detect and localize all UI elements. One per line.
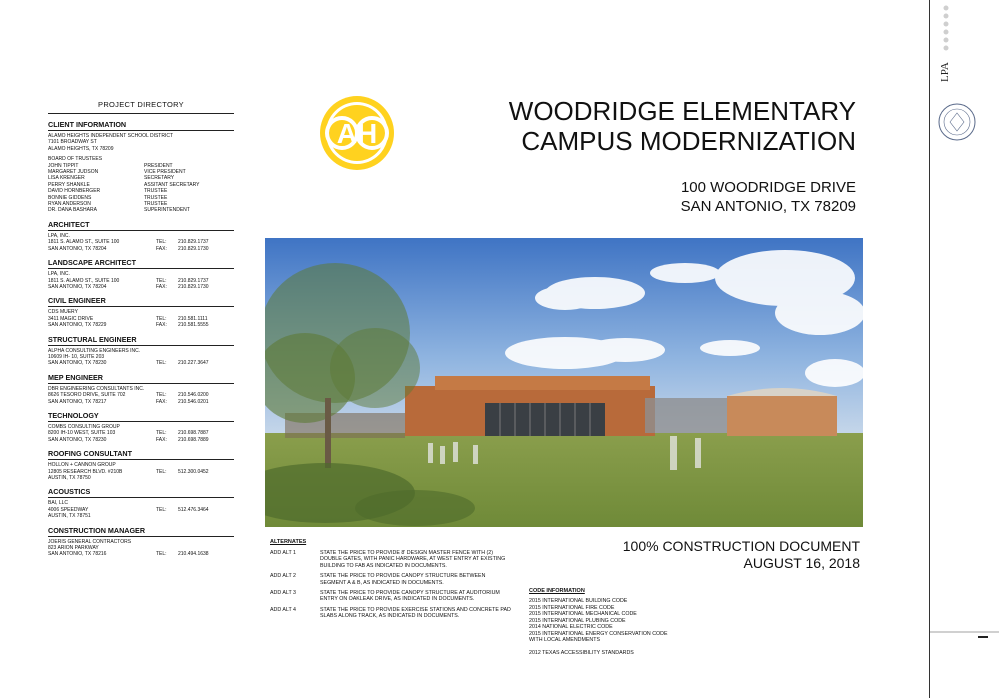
- contact-row: [48, 399, 234, 405]
- phone-number: 210.546.0200: [178, 392, 209, 399]
- contact-label: FAX:: [156, 245, 167, 252]
- code-item: WITH LOCAL AMENDMENTS: [529, 637, 601, 643]
- project-title: [430, 96, 856, 156]
- address-line: AUSTIN, TX 78750: [48, 475, 91, 481]
- address-line: 1811 S. ALAMO ST., SUITE 100: [48, 239, 120, 246]
- directory-section: [48, 296, 234, 328]
- contact-label: FAX:: [156, 283, 167, 290]
- seal-dots: [944, 6, 949, 51]
- phone-number: [178, 513, 234, 519]
- alternate-text: STATE THE PRICE TO PROVIDE EXERCISE STATIONS AND CONCRETE PAD SLABS ALONG TRACK, AS INDICATED IN DOCUMENTS.: [320, 606, 511, 620]
- section-heading: ACOUSTICS: [48, 487, 234, 498]
- phone-number: 210.829.1730: [178, 283, 209, 290]
- phone-number: 210.546.0201: [178, 398, 209, 405]
- contact-row: [48, 475, 234, 481]
- address-line: 1811 S. ALAMO ST., SUITE 100: [48, 277, 120, 284]
- trustee-row: [48, 207, 234, 213]
- trustee-role: SECRETARY: [144, 175, 175, 182]
- address-line: 12805 RESEARCH BLVD. #210B: [48, 468, 123, 475]
- address-line: 8200 IH-10 WEST, SUITE 103: [48, 430, 116, 437]
- trustee-name: BONNIE GIDDENS: [48, 194, 92, 201]
- document-date: AUGUST 16, 2018: [743, 555, 860, 571]
- code-information: [529, 588, 729, 656]
- phone-number: 210.829.1737: [178, 239, 209, 246]
- contact-row: [48, 513, 234, 519]
- section-heading: STRUCTURAL ENGINEER: [48, 335, 234, 346]
- code-item: 2015 INTERNATIONAL MECHANICAL CODE: [529, 611, 637, 617]
- alternate-id: ADD ALT 1: [270, 550, 297, 556]
- alternates-heading: ALTERNATES: [270, 539, 307, 545]
- address-line: 4006 SPEEDWAY: [48, 506, 89, 513]
- trustee-name: MARGARET JUDSON: [48, 169, 99, 176]
- phone-number: 512.300.0452: [178, 468, 209, 475]
- section-heading: CIVIL ENGINEER: [48, 296, 234, 307]
- address-line: 8626 TESORO DRIVE, SUITE 702: [48, 392, 126, 399]
- firm-name: BAI, LLC: [48, 500, 69, 507]
- client-information: [48, 120, 234, 214]
- address-line: 3411 MAGIC DRIVE: [48, 315, 94, 322]
- phone-number: 210.829.1730: [178, 245, 209, 252]
- firm-name: LPA, INC.: [48, 232, 70, 239]
- trustee-role: ASSITANT SECRETARY: [144, 181, 200, 188]
- trustee-role: VICE PRESIDENT: [144, 169, 186, 176]
- firm-name: LPA, INC.: [48, 271, 70, 278]
- directory-section: [48, 373, 234, 405]
- firm-name: ALPHA CONSULTING ENGINEERS INC.: [48, 347, 141, 354]
- contact-row: [48, 551, 234, 557]
- sheet-number-mark: [978, 636, 988, 638]
- directory-section: [48, 335, 234, 367]
- firm-name: JOERIS GENERAL CONTRACTORS: [48, 538, 132, 545]
- firm-logo-vertical: LPA: [939, 62, 951, 82]
- alternate-id: ADD ALT 2: [270, 573, 297, 580]
- trustee-role: SUPERINTENDENT: [144, 207, 190, 214]
- section-heading: ARCHITECT: [48, 220, 234, 231]
- trustee-name: DR. DANA BASHARA: [48, 207, 97, 214]
- directory-title: PROJECT DIRECTORY: [98, 100, 184, 109]
- firm-name: COMBS CONSULTING GROUP: [48, 423, 120, 430]
- phone-number: 210.581.5555: [178, 322, 209, 329]
- alternate-item: [270, 550, 520, 569]
- section-heading: CONSTRUCTION MANAGER: [48, 526, 234, 537]
- phone-number: 210.829.1737: [178, 277, 209, 284]
- contact-row: [48, 360, 234, 366]
- address-line: SAN ANTONIO, TX 78216: [48, 551, 107, 558]
- directory-section: [48, 220, 234, 252]
- section-heading: MEP ENGINEER: [48, 373, 234, 384]
- code-item: 2015 INTERNATIONAL PLUBING CODE: [529, 617, 626, 624]
- contact-label: [156, 513, 178, 519]
- alternate-item: [270, 590, 520, 603]
- code-item: 2014 NATIONAL ELECTRIC CODE: [529, 624, 613, 630]
- trustee-role: TRUSTEE: [144, 194, 168, 201]
- title-block: [930, 0, 999, 698]
- phone-number: 210.227.3647: [178, 360, 209, 367]
- firm-name: HOLLON + CANNON GROUP: [48, 462, 116, 469]
- campus-rendering-image: [265, 238, 863, 527]
- code-item: 2015 INTERNATIONAL ENERGY CONSERVATION CODE: [529, 630, 668, 637]
- contact-label: FAX:: [156, 398, 167, 405]
- alternate-id: ADD ALT 4: [270, 606, 297, 613]
- address-line: SAN ANTONIO, TX 78229: [48, 322, 107, 329]
- alternate-text: STATE THE PRICE TO PROVIDE CANOPY STRUCTURE BETWEEN SEGMENT A & B, AS INDICATED IN DOCUMENTS.: [320, 573, 486, 586]
- address-line: 10609 IH- 10, SUITE 203: [48, 353, 105, 360]
- phone-number: 210.494.1638: [178, 551, 209, 558]
- project-address: [560, 178, 856, 216]
- address-line-1: 100 WOODRIDGE DRIVE: [680, 179, 856, 196]
- contact-label: [156, 475, 178, 481]
- code-item: 2012 TEXAS ACCESSIBILITY STANDARDS: [529, 649, 634, 656]
- trustee-role: TRUSTEE: [144, 188, 168, 195]
- contact-row: [48, 284, 234, 290]
- phone-number: 210.581.1111: [178, 315, 208, 322]
- alternate-id: ADD ALT 3: [270, 590, 297, 597]
- trustee-role: TRUSTEE: [144, 201, 168, 208]
- contact-label: TEL:: [156, 239, 167, 246]
- trustee-name: LISA KRENGER: [48, 175, 85, 182]
- firm-name: CDS MUERY: [48, 309, 78, 316]
- contact-label: TEL:: [156, 468, 167, 475]
- directory-section: [48, 258, 234, 290]
- contact-label: FAX:: [156, 322, 167, 329]
- code-heading: CODE INFORMATION: [529, 588, 585, 594]
- trustee-name: DAVID HORNBERGER: [48, 188, 101, 195]
- contact-label: TEL:: [156, 277, 167, 284]
- document-status: [560, 538, 860, 572]
- contact-row: [48, 246, 234, 252]
- district-logo: [312, 88, 402, 178]
- firm-name: DBR ENGINEERING CONSULTANTS INC.: [48, 385, 145, 392]
- address-line: SAN ANTONIO, TX 78217: [48, 398, 107, 405]
- trustee-name: RYAN ANDERSON: [48, 201, 91, 208]
- section-heading: TECHNOLOGY: [48, 411, 234, 422]
- contact-label: TEL:: [156, 392, 167, 399]
- directory-section: [48, 487, 234, 519]
- architect-seal: [939, 104, 975, 140]
- project-directory: [48, 100, 234, 564]
- address-line: SAN ANTONIO, TX 78204: [48, 245, 107, 252]
- contact-label: TEL:: [156, 430, 167, 437]
- address-line: 823 ARION PARKWAY: [48, 545, 99, 552]
- code-item: 2015 INTERNATIONAL BUILDING CODE: [529, 598, 628, 604]
- alternates-section: [270, 539, 520, 620]
- contact-label: TEL:: [156, 551, 167, 558]
- address-line: SAN ANTONIO, TX 78230: [48, 436, 107, 443]
- logo-monogram: AH: [336, 118, 378, 149]
- section-heading: CLIENT INFORMATION: [48, 120, 234, 131]
- contact-label: TEL:: [156, 315, 167, 322]
- contact-row: [48, 437, 234, 443]
- phone-number: 210.698.7889: [178, 436, 209, 443]
- phone-number: [178, 475, 234, 481]
- document-type: 100% CONSTRUCTION DOCUMENT: [622, 538, 860, 554]
- alternate-text: STATE THE PRICE TO PROVIDE CANOPY STRUCTURE AT AUDITORIUM ENTRY ON OAKLEAK DRIVE, AS INDICATED IN DOCUMENTS.: [320, 590, 500, 603]
- address-line: SAN ANTONIO, TX 78230: [48, 360, 107, 367]
- title-line-1: WOODRIDGE ELEMENTARY: [508, 96, 856, 126]
- trustee-name: PERRY SHANKLE: [48, 181, 90, 188]
- phone-number: 512.476.3464: [178, 506, 209, 513]
- title-line-2: CAMPUS MODERNIZATION: [521, 126, 856, 156]
- phone-number: 210.698.7887: [178, 430, 209, 437]
- address-line: SAN ANTONIO, TX 78204: [48, 283, 107, 290]
- contact-label: TEL:: [156, 360, 167, 367]
- contact-label: TEL:: [156, 506, 167, 513]
- directory-section: [48, 449, 234, 481]
- trustee-role: PRESIDENT: [144, 162, 173, 169]
- contact-label: FAX:: [156, 436, 167, 443]
- address-line-2: SAN ANTONIO, TX 78209: [680, 198, 856, 215]
- contact-row: [48, 322, 234, 328]
- directory-section: [48, 411, 234, 443]
- alternate-item: [270, 607, 520, 620]
- code-item: 2015 INTERNATIONAL FIRE CODE: [529, 604, 615, 611]
- trustee-name: JOHN TIPPIT: [48, 162, 79, 169]
- alternate-text: STATE THE PRICE TO PROVIDE 8' DESIGN MASTER FENCE WITH (2) DOUBLE GATES, WITH PANIC HARDWARE, AT WEST ENTRY AT EXISTING BUILDING TO FAB AS INDICATED IN DOCUMENTS.: [320, 550, 506, 569]
- address-line: AUSTIN, TX 78751: [48, 513, 91, 520]
- board-heading: BOARD OF TRUSTEES: [48, 156, 103, 163]
- client-line: ALAMO HEIGHTS, TX 78209: [48, 145, 114, 152]
- client-line: ALAMO HEIGHTS INDEPENDENT SCHOOL DISTRICT: [48, 133, 174, 139]
- section-heading: ROOFING CONSULTANT: [48, 449, 234, 460]
- client-line: 7101 BROADWAY ST: [48, 139, 97, 146]
- alternate-item: [270, 573, 520, 586]
- directory-section: [48, 526, 234, 558]
- section-heading: LANDSCAPE ARCHITECT: [48, 258, 234, 269]
- consultant-list: [48, 220, 234, 558]
- directory-title-rule: [48, 113, 234, 114]
